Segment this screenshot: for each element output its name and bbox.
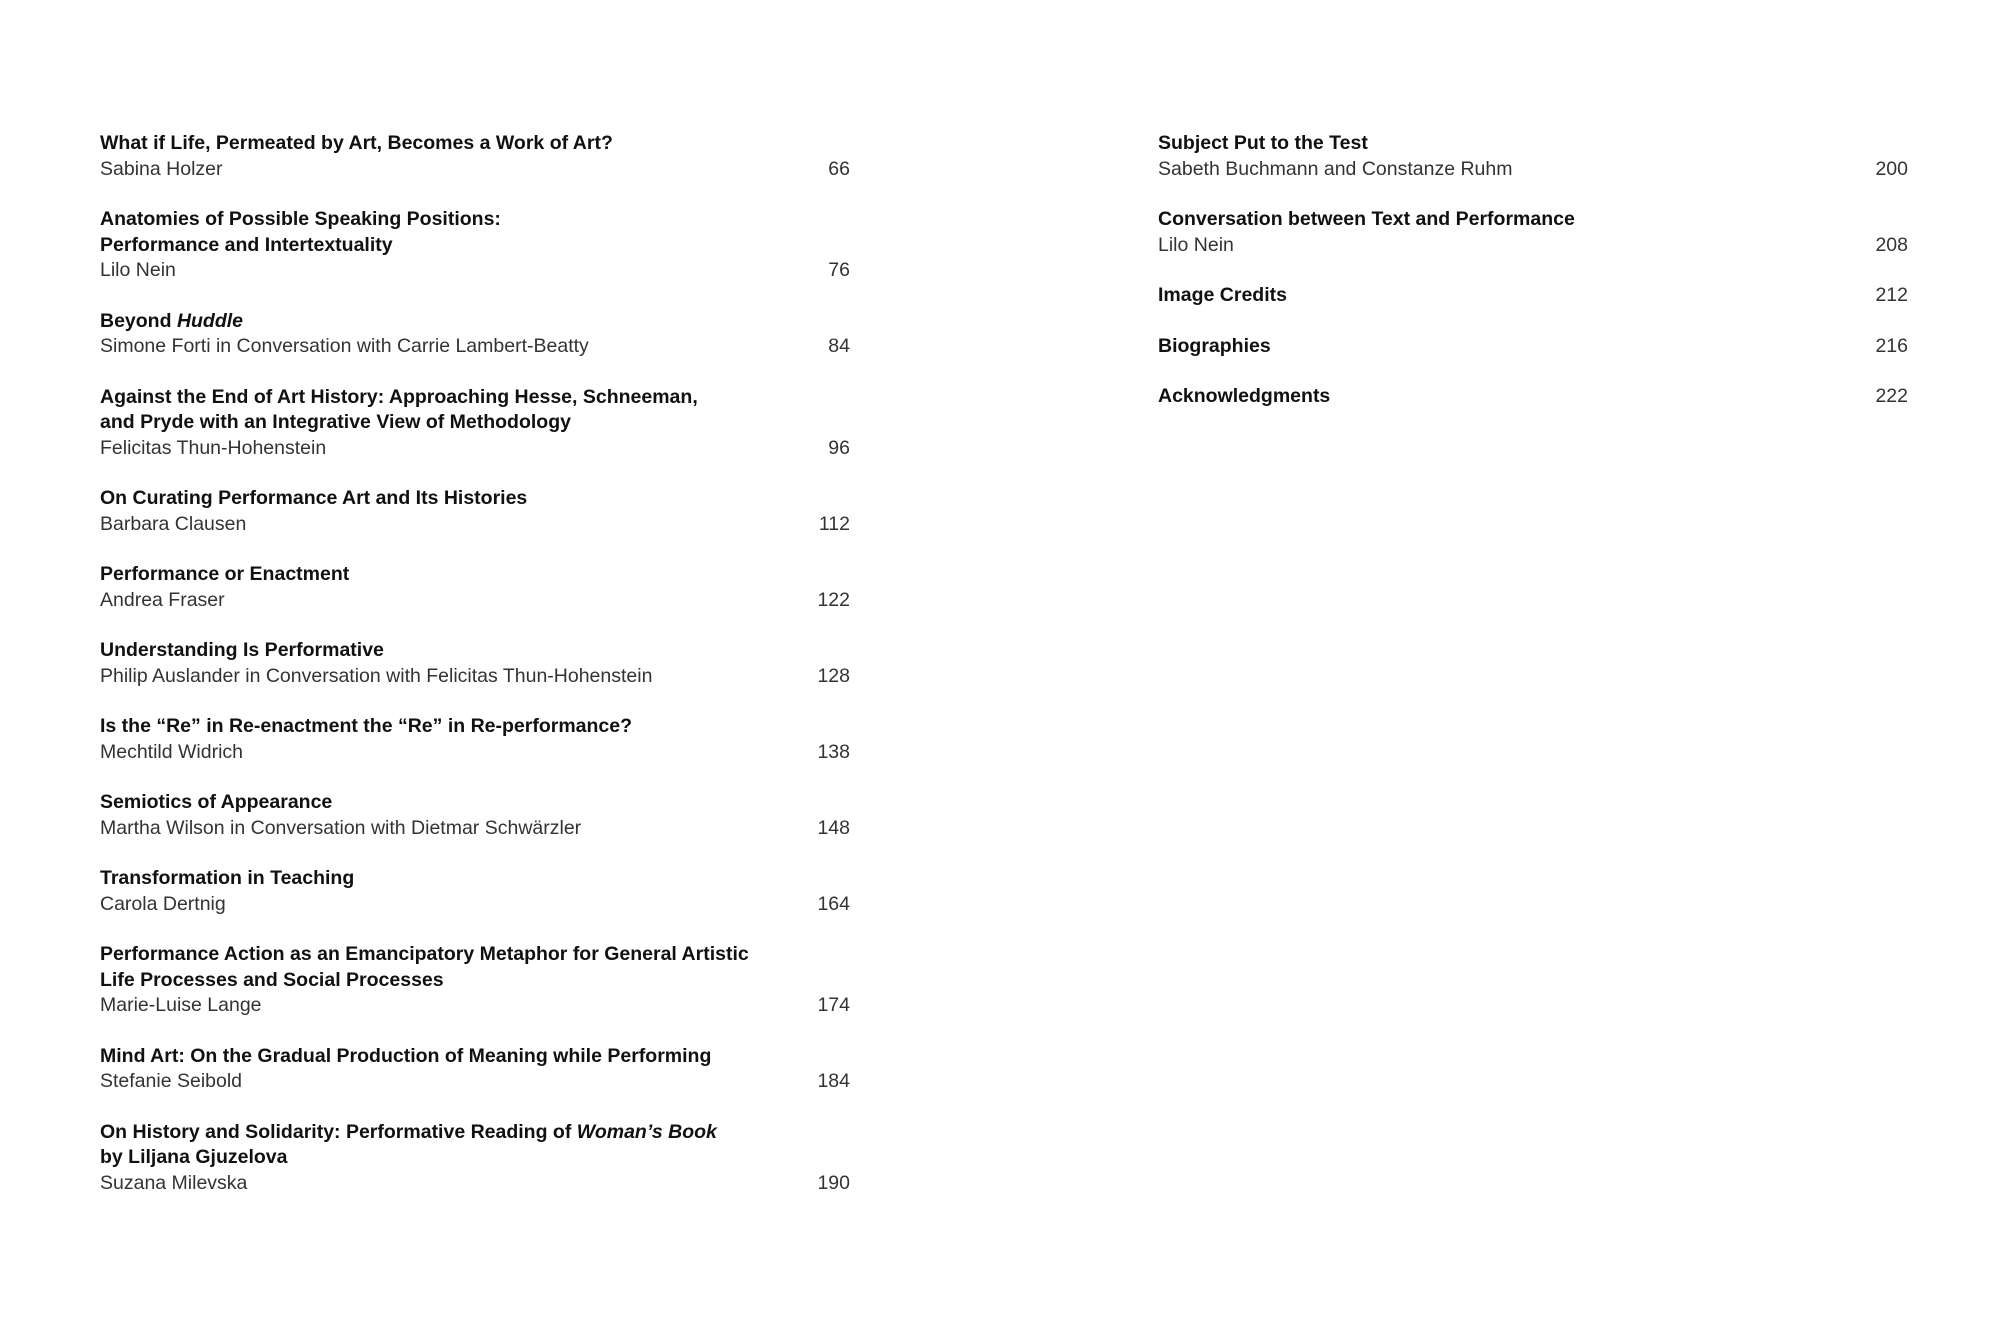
toc-entry[interactable] (100, 942, 850, 1019)
entry-author: Carola Dertnig (100, 892, 226, 915)
entry-title: Conversation between Text and Performance (1158, 208, 1575, 230)
entry-title: Performance Action as an Emancipatory Metaphor for General Artistic Life Processes and Social Processes (100, 943, 749, 991)
entry-page-number: 212 (1875, 284, 1908, 306)
entry-title: Is the “Re” in Re-enactment the “Re” in Re-performance? (100, 715, 633, 737)
toc-entry[interactable] (100, 638, 850, 689)
entry-title: Acknowledgments (1158, 385, 1331, 407)
entry-page-number: 208 (1875, 233, 1908, 256)
entry-page-number: 148 (817, 816, 850, 839)
toc-entry[interactable] (1158, 283, 1908, 309)
toc-entry[interactable] (100, 866, 850, 917)
entry-author: Lilo Nein (1158, 233, 1234, 256)
toc-entry[interactable] (1158, 334, 1908, 360)
entry-page-number: 222 (1875, 385, 1908, 407)
toc-entry[interactable] (100, 562, 850, 613)
toc-entry[interactable] (100, 1044, 850, 1095)
toc-entry[interactable] (100, 309, 850, 360)
entry-author: Mechtild Widrich (100, 740, 244, 763)
entry-page-number: 184 (817, 1070, 850, 1092)
entry-author: Barbara Clausen (100, 512, 247, 535)
toc-left-column (100, 131, 850, 1221)
toc-entry[interactable] (100, 385, 850, 462)
entry-page-number: 200 (1875, 157, 1908, 180)
entry-title: Performance or Enactment (100, 563, 350, 585)
toc-entry[interactable] (1158, 384, 1908, 410)
entry-page-number: 216 (1875, 334, 1908, 357)
entry-author: Sabeth Buchmann and Constanze Ruhm (1158, 157, 1513, 180)
entry-author: Lilo Nein (100, 259, 176, 281)
entry-page-number: 76 (828, 259, 850, 281)
entry-page-number: 174 (817, 994, 850, 1016)
entry-title: On Curating Performance Art and Its Histories (100, 487, 528, 509)
toc-entry[interactable] (100, 714, 850, 765)
entry-author: Marie-Luise Lange (100, 994, 262, 1016)
entry-author: Stefanie Seibold (100, 1070, 243, 1092)
entry-author: Philip Auslander in Conversation with Felicitas Thun-Hohenstein (100, 664, 653, 687)
entry-page-number: 112 (818, 512, 850, 535)
toc-entry[interactable] (100, 486, 850, 537)
entry-author: Simone Forti in Conversation with Carrie Lambert-Beatty (100, 335, 589, 357)
entry-title: Understanding Is Performative (100, 639, 384, 661)
entry-page-number: 96 (828, 436, 850, 459)
toc-entry[interactable] (100, 207, 850, 284)
toc-entry[interactable] (1158, 131, 1908, 182)
entry-title: On History and Solidarity: Performative Reading of Woman’s Book by Liljana Gjuzelova (100, 1120, 717, 1168)
entry-title: Mind Art: On the Gradual Production of Meaning while Performing (100, 1044, 712, 1067)
entry-title: Anatomies of Possible Speaking Positions: Performance and Intertextuality (100, 208, 501, 256)
entry-author: Martha Wilson in Conversation with Dietmar Schwärzler (100, 816, 582, 839)
entry-page-number: 164 (817, 892, 850, 915)
entry-title: Biographies (1158, 334, 1271, 357)
toc-entry[interactable] (100, 790, 850, 841)
entry-title: Subject Put to the Test (1158, 132, 1368, 154)
entry-author: Andrea Fraser (100, 588, 225, 611)
entry-author: Felicitas Thun-Hohenstein (100, 436, 327, 459)
entry-page-number: 190 (817, 1171, 850, 1194)
entry-page-number: 138 (817, 740, 850, 763)
entry-title: Semiotics of Appearance (100, 791, 333, 813)
entry-page-number: 66 (828, 157, 850, 180)
toc-right-column (1158, 131, 1908, 435)
toc-entry[interactable] (100, 131, 850, 182)
entry-author: Suzana Milevska (100, 1171, 248, 1194)
toc-entry[interactable] (1158, 207, 1908, 258)
entry-title: Transformation in Teaching (100, 867, 355, 889)
entry-author: Sabina Holzer (100, 157, 223, 180)
entry-page-number: 122 (817, 588, 850, 611)
entry-title: Beyond Huddle (100, 309, 244, 332)
entry-page-number: 128 (817, 664, 850, 687)
entry-title: Image Credits (1158, 284, 1287, 306)
toc-entry[interactable] (100, 1120, 850, 1197)
entry-title: What if Life, Permeated by Art, Becomes a Work of Art? (100, 132, 613, 154)
entry-title: Against the End of Art History: Approaching Hesse, Schneeman, and Pryde with an Integrative View of Methodology (100, 385, 698, 433)
entry-page-number: 84 (828, 335, 850, 357)
